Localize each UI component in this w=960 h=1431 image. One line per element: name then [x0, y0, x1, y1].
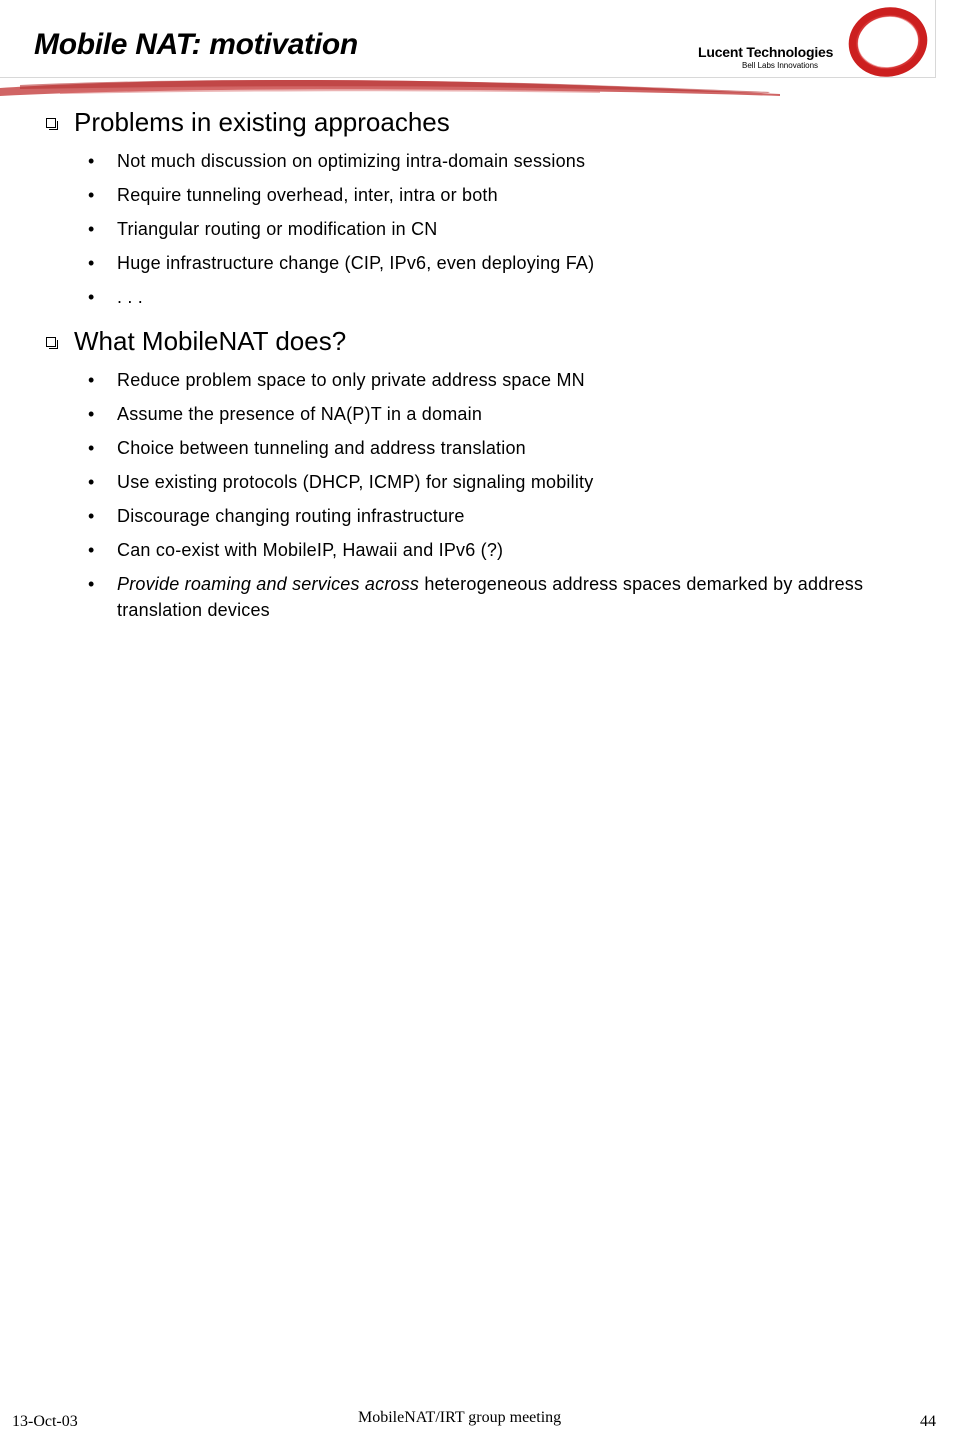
italic-phrase: Provide roaming and services across	[117, 574, 420, 594]
bullet-rest-text: heterogeneous address spaces demarked by address translation devices	[117, 574, 864, 620]
bullet-item: • Assume the presence of NA(P)T in a domain	[88, 401, 868, 427]
bullet-dot-icon: •	[88, 404, 95, 424]
bullet-item: • Triangular routing or modification in CN	[88, 216, 868, 242]
bullet-item: • Not much discussion on optimizing intra-domain sessions	[88, 148, 868, 174]
bullet-dot-icon: •	[88, 253, 95, 273]
bullet-dot-icon: •	[88, 574, 95, 594]
bullet-item: • Huge infrastructure change (CIP, IPv6, even deploying FA)	[88, 250, 868, 276]
bullet-item: • Choice between tunneling and address translation	[88, 435, 868, 461]
checkbox-bullet-icon	[46, 118, 56, 128]
page-number: 44	[920, 1413, 936, 1430]
bullet-item: • Require tunneling overhead, inter, intra or both	[88, 182, 868, 208]
lucent-ring-icon	[846, 6, 930, 78]
section-heading-mobilenat: What MobileNAT does?	[46, 326, 346, 357]
footer-date: 13-Oct-03	[12, 1413, 78, 1430]
bullet-item: • Use existing protocols (DHCP, ICMP) for signaling mobility	[88, 469, 868, 495]
bullet-dot-icon: •	[88, 185, 95, 205]
bullet-dot-icon: •	[88, 506, 95, 526]
lucent-logo	[698, 6, 934, 76]
bullet-item: • Discourage changing routing infrastructure	[88, 503, 868, 529]
bullet-dot-icon: •	[88, 472, 95, 492]
section-heading-problems: Problems in existing approaches	[46, 107, 450, 138]
logo-name: Lucent Technologies	[698, 44, 834, 60]
bullet-dot-icon: •	[88, 219, 95, 239]
slide-title: Mobile NAT: motivation	[34, 28, 358, 61]
bullet-item: • Can co-exist with MobileIP, Hawaii and IPv6 (?)	[88, 537, 868, 563]
logo-tagline: Bell Labs Innovations	[742, 61, 819, 70]
bullet-dot-icon: •	[88, 540, 95, 560]
bullet-dot-icon: •	[88, 287, 95, 307]
bullet-item: • Reduce problem space to only private address space MN	[88, 367, 868, 393]
bullet-dot-icon: •	[88, 438, 95, 458]
bullet-dot-icon: •	[88, 370, 95, 390]
footer-meeting-title: MobileNAT/IRT group meeting	[358, 1409, 562, 1426]
bullet-item: • . . .	[88, 284, 868, 310]
bullet-item-roaming	[88, 571, 868, 623]
brush-stroke-decoration	[0, 74, 780, 104]
bullet-dot-icon: •	[88, 151, 95, 171]
checkbox-bullet-icon	[46, 337, 56, 347]
